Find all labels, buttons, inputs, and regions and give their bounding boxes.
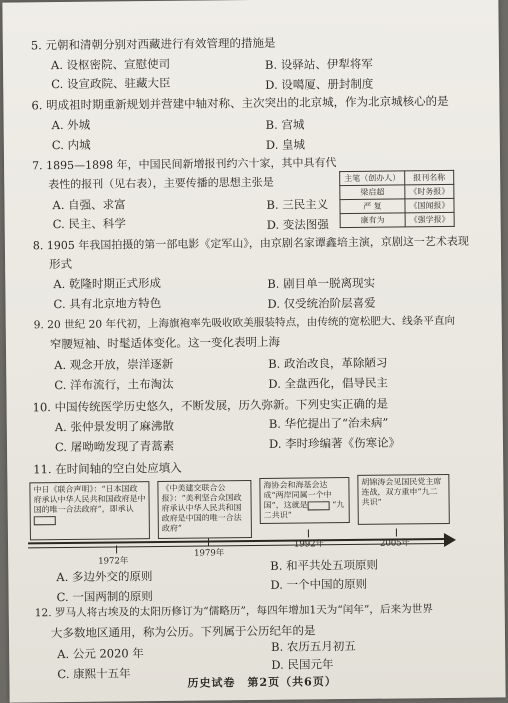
timeline-year: 1972年 — [98, 556, 129, 567]
q9-option-c: C. 洋布流行，土布淘汰 — [54, 376, 174, 393]
timeline-box-text: 中日《联合声明》：“日本国政府承认中华人民共和国政府是中国的唯一合法政府”，即承认 — [33, 484, 146, 515]
table-cell: 《强学报》 — [405, 212, 454, 227]
table-row — [340, 212, 454, 227]
q9-option-d: D. 全盘西化，倡导民主 — [268, 375, 389, 391]
q6-option-a: A. 外城 — [51, 117, 91, 133]
q12-option-a: A. 公元 2020 年 — [57, 646, 144, 662]
timeline-tick — [116, 545, 117, 553]
q5-option-c: C. 设宣政院、驻藏大臣 — [51, 75, 171, 92]
answer-blank — [308, 501, 330, 510]
q12-option-c: C. 康熙十五年 — [57, 666, 131, 682]
q7-option-c: C. 民主、科学 — [52, 216, 126, 232]
table-cell: 康有为 — [340, 213, 405, 228]
question-11-stem: 11. 在时间轴的空白处应填入 — [33, 460, 182, 477]
timeline-box-text: 胡锦涛会见国民党主席连战，双方重申“九二共识” — [361, 477, 442, 507]
timeline-tick — [308, 529, 309, 537]
timeline-box-2005 — [357, 474, 450, 525]
timeline-box-text: 海协会和海基会达成“两岸同属一个中国”，这就是 — [263, 480, 332, 510]
question-12-stem-line1: 12. 罗马人将古埃及的太阳历修订为“儒略历”，每四年增加1天为“闰年”，后来为世界 — [34, 603, 434, 620]
timeline-year: 1979年 — [194, 548, 225, 559]
q12-option-b: B. 农历五月初五 — [271, 638, 356, 654]
q10-option-b: B. 华佗提出了“治未病” — [268, 415, 389, 431]
table-header: 主笔（创办人） — [340, 171, 405, 186]
q5-option-d: D. 设噶厦、册封制度 — [265, 76, 374, 92]
timeline-year: 1992年 — [293, 539, 325, 550]
q11-option-b: B. 和平共处五项原则 — [270, 557, 379, 573]
question-7-stem-line1: 7. 1895—1898 年，中国民间新增报刊约六十家，其中具有代 — [31, 156, 337, 173]
timeline-box-1972 — [29, 481, 150, 540]
q6-option-d: D. 皇城 — [265, 137, 306, 152]
question-9-stem-line2: 窄腰短袖、时髦适体变化。这一变化表明上海 — [49, 334, 280, 352]
q10-option-a: A. 张仲景发明了麻沸散 — [54, 418, 174, 435]
question-12-stem-line2: 大多数地区通用，称为公历。下列属于公历纪年的是 — [50, 623, 316, 641]
question-6-stem: 6. 明成祖时期重新规划并营建中轴对称、主次突出的北京城，作为北京城核心的是 — [31, 93, 449, 113]
timeline-year: 2005年 — [379, 538, 411, 549]
timeline-arrow-icon — [444, 533, 456, 547]
timeline-box-1979 — [157, 480, 252, 539]
table-cell: 《国闻报》 — [405, 198, 454, 213]
answer-blank — [34, 516, 56, 525]
newspaper-table — [339, 170, 455, 228]
q11-option-a: A. 多边外交的原则 — [56, 569, 153, 585]
q7-option-d: D. 变法图强 — [266, 217, 329, 232]
q5-option-b: B. 设驿站、伊犁将军 — [264, 56, 373, 72]
question-7-stem-line2: 表性的报刊（见右表），主要传播的思想主张是 — [48, 175, 274, 192]
q6-option-b: B. 宫城 — [265, 117, 305, 132]
timeline-box-text: 《中美建交联合公报》：“美利坚合众国政府承认中华人民共和国政府是中国的唯一合法政府” — [161, 483, 242, 533]
table-header: 报刊名称 — [405, 170, 454, 185]
q8-option-d: D. 仅受统治阶层喜爱 — [267, 295, 376, 311]
q5-option-a: A. 设枢密院、宣慰使司 — [50, 56, 171, 73]
q11-option-c: C. 一国两制的原则 — [56, 589, 153, 605]
q10-option-d: D. 李时珍编著《伤寒论》 — [268, 435, 401, 451]
q7-option-b: B. 三民主义 — [266, 197, 329, 212]
q8-option-b: B. 剧目单一脱离现实 — [267, 275, 376, 291]
exam-page — [2, 0, 505, 703]
timeline-tick — [396, 529, 397, 537]
q8-option-a: A. 乾隆时期正式形成 — [53, 275, 161, 292]
timeline-box-text: “九二共识” — [263, 500, 345, 520]
table-header-row — [340, 170, 454, 185]
table-row — [340, 184, 454, 199]
question-9-stem-line1: 9. 20 世纪 20 年代初，上海旗袍率先吸收欧美服装特点，由传统的宽松肥大、线条平直向 — [33, 314, 456, 332]
question-8-stem-line1: 8. 1905 年我国拍摄的第一部电影《定军山》，由京剧名家谭鑫培主演，京剧这一艺术表现 — [32, 234, 469, 253]
table-cell: 梁启超 — [340, 185, 405, 200]
timeline-box-1992 — [259, 477, 349, 524]
timeline-tick — [208, 538, 209, 546]
question-10-stem: 10. 中国传统医学历史悠久，不断发展，历久弥新。下列史实正确的是 — [32, 396, 389, 415]
page-footer: 历史试卷 第2页（共6页） — [187, 675, 337, 690]
q9-option-a: A. 观念开放，崇洋逐新 — [54, 356, 174, 373]
q8-option-c: C. 具有北京地方特色 — [53, 295, 162, 312]
q12-option-d: D. 民国元年 — [271, 657, 334, 672]
question-5-stem: 5. 元朝和清朝分别对西藏进行有效管理的措施是 — [30, 35, 276, 53]
q7-option-a: A. 自强、求富 — [52, 197, 126, 213]
q6-option-c: C. 内城 — [51, 137, 91, 153]
table-row — [340, 198, 454, 213]
q10-option-c: C. 屠呦呦发现了青蒿素 — [54, 438, 175, 455]
table-cell: 严 复 — [340, 199, 405, 214]
question-8-stem-line2: 形式 — [49, 256, 73, 272]
q9-option-b: B. 政治改良，革除陋习 — [268, 355, 388, 371]
table-cell: 《时务报》 — [405, 184, 454, 199]
q11-option-d: D. 一个中国的原则 — [270, 576, 368, 592]
